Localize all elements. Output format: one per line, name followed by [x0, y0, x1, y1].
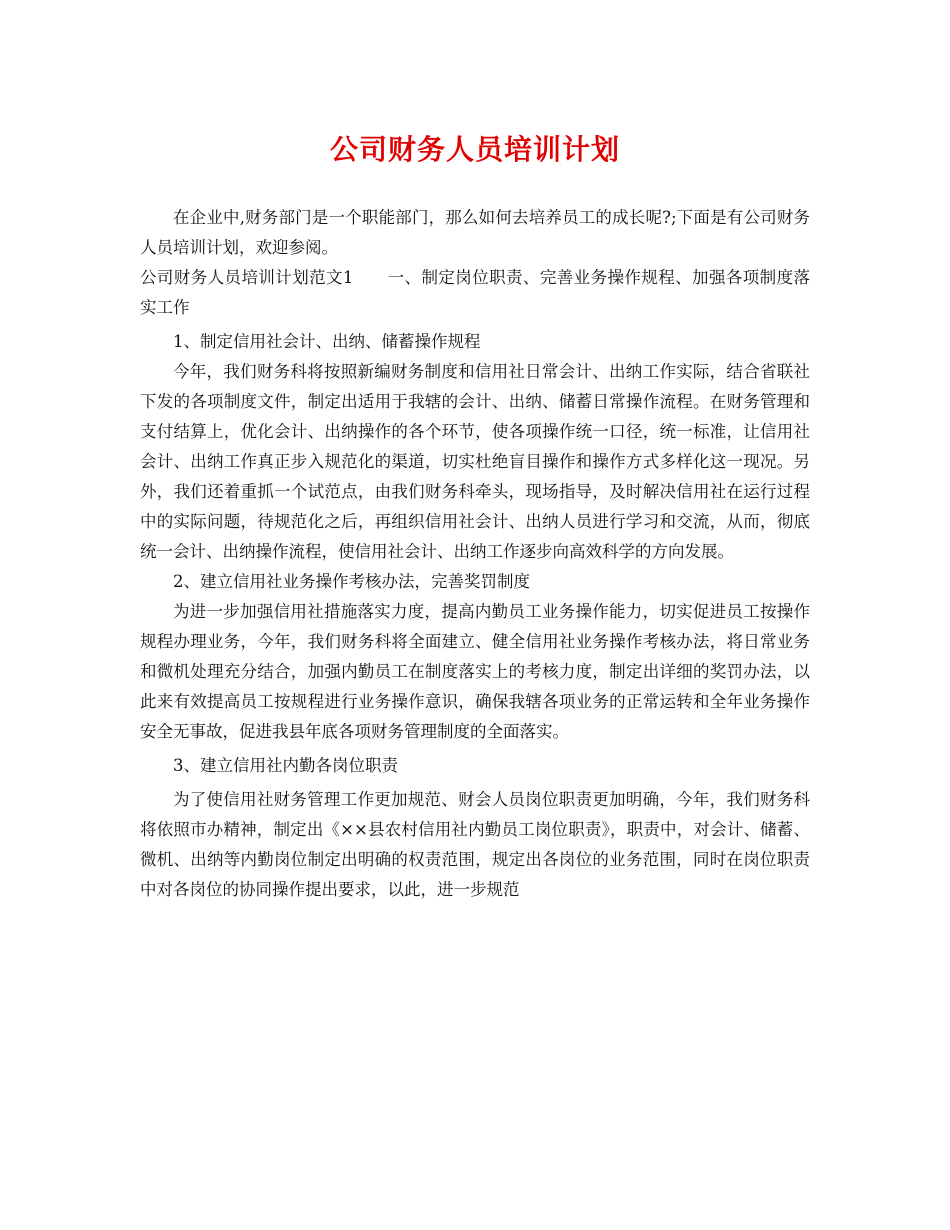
- document-body: [140, 203, 810, 905]
- paragraph-body-3: 为了使信用社财务管理工作更加规范、财会人员岗位职责更加明确，今年，我们财务科将依照市办精神，制定出《××县农村信用社内勤员工岗位职责》，职责中，对会计、储蓄、微机、出纳等内勤岗位制定出明确的权责范围，规定出各岗位的业务范围，同时在岗位职责中对各岗位的协同操作提出要求，以此，进一步规范: [140, 790, 810, 899]
- paragraph-intro: 在企业中,财务部门是一个职能部门，那么如何去培养员工的成长呢?;下面是有公司财务人员培训计划，欢迎参阅。: [140, 208, 810, 257]
- paragraph-subheading-1: 1、制定信用社会计、出纳、储蓄操作规程: [173, 332, 481, 351]
- paragraph-section-heading: 公司财务人员培训计划范文1 一、制定岗位职责、完善业务操作规程、加强各项制度落实工作: [140, 268, 810, 317]
- paragraph-body-1: 今年，我们财务科将按照新编财务制度和信用社日常会计、出纳工作实际，结合省联社下发的各项制度文件，制定出适用于我辖的会计、出纳、储蓄日常操作流程。在财务管理和支付结算上，优化会计、出纳操作的各个环节，使各项操作统一口径，统一标准，让信用社会计、出纳工作真正步入规范化的渠道，切实杜绝盲目操作和操作方式多样化这一现况。另外，我们还着重抓一个试范点，由我们财务科牵头，现场指导，及时解决信用社在运行过程中的实际问题，待规范化之后，再组织信用社会计、出纳人员进行学习和交流，从而，彻底统一会计、出纳操作流程，使信用社会计、出纳工作逐步向高效科学的方向发展。: [140, 362, 810, 561]
- document-title: 公司财务人员培训计划: [329, 133, 620, 166]
- paragraph-subheading-2: 2、建立信用社业务操作考核办法，完善奖罚制度: [173, 572, 530, 591]
- paragraph-subheading-3: 3、建立信用社内勤各岗位职责: [173, 756, 398, 775]
- paragraph-body-2: 为进一步加强信用社措施落实力度，提高内勤员工业务操作能力，切实促进员工按操作规程办理业务，今年，我们财务科将全面建立、健全信用社业务操作考核办法，将日常业务和微机处理充分结合，加强内勤员工在制度落实上的考核力度，制定出详细的奖罚办法，以此来有效提高员工按规程进行业务操作意识，确保我辖各项业务的正常运转和全年业务操作安全无事故，促进我县年底各项财务管理制度的全面落实。: [140, 602, 810, 741]
